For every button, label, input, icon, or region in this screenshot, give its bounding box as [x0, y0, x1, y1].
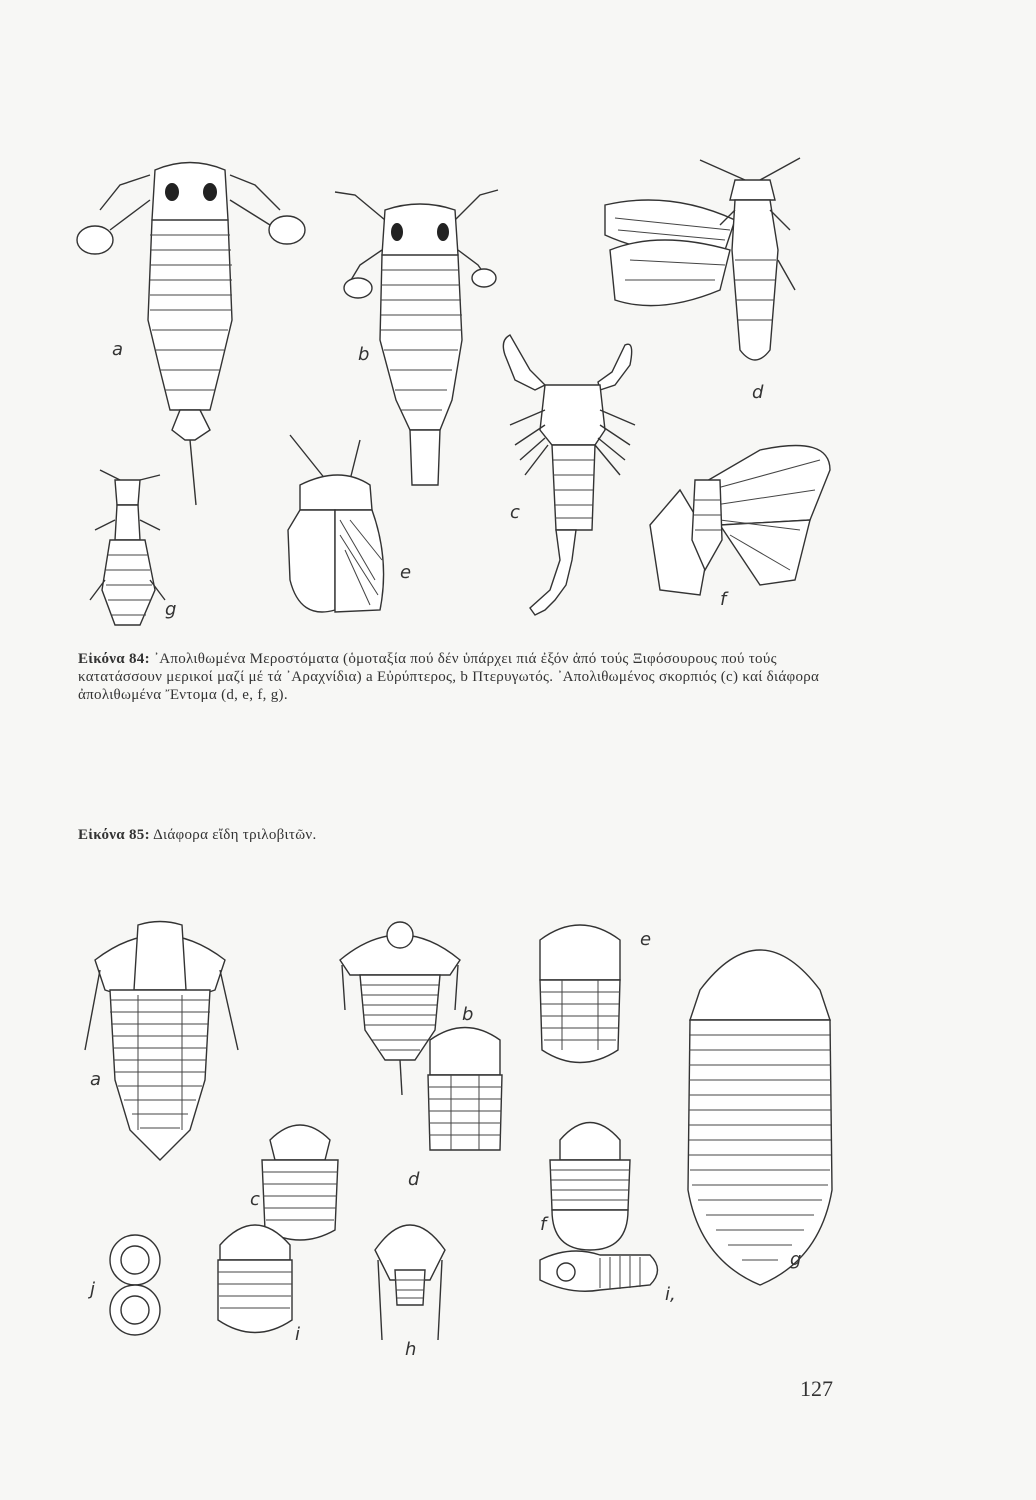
letter-f: f: [720, 589, 727, 610]
letter-e: e: [400, 562, 412, 583]
trilobite-g-drawing: [688, 950, 832, 1285]
figure-85-caption: [78, 826, 848, 844]
trilobite-i1-drawing: [540, 1251, 658, 1291]
trilobite-j-drawing: [110, 1235, 160, 1335]
winged-insect-d-drawing: [605, 158, 800, 360]
figure-85-label: Εἰκόνα 85:: [78, 827, 150, 843]
letter-d: d: [752, 382, 764, 403]
letter-b: b: [358, 344, 370, 365]
fossil-scorpion-drawing: [503, 335, 635, 615]
letter-h: h: [405, 1339, 417, 1360]
letter-i1: i,: [665, 1284, 676, 1305]
figure-84-caption-text: ᾿Απολιθωμένα Μεροστόματα (ὁμοταξία πού δέν ὑπάρχει πιά ἐξόν ἀπό τούς Ξιφόσουρους πού τούς κατατάσσουν μερικοί μαζί μέ τά ᾿Αραχνίδια) a Εὐρύπτερος, b Πτερυγωτός. ᾿Απολιθωμένος σκορπιός (c) καί διάφορα ἀπολιθωμένα Ἔντομα (d, e, f, g).: [78, 651, 820, 703]
insect-g-drawing: [90, 470, 165, 625]
letter-b: b: [462, 1004, 474, 1025]
letter-j: j: [90, 1279, 96, 1300]
moth-f-drawing: [650, 446, 830, 596]
trilobite-h-drawing: [375, 1225, 445, 1340]
letter-c: c: [510, 502, 520, 523]
cockroach-e-drawing: [288, 435, 384, 612]
figure-84-label: Εἰκόνα 84:: [78, 651, 150, 667]
figure-84-illustration: [0, 140, 1036, 640]
letter-c: c: [250, 1189, 260, 1210]
trilobite-d-drawing: [428, 1028, 502, 1151]
figure-85-illustration: [0, 900, 1036, 1360]
trilobite-c-drawing: [262, 1125, 338, 1240]
letter-a: a: [112, 339, 124, 360]
figure-84-caption: [78, 650, 848, 704]
trilobite-i-drawing: [218, 1225, 292, 1333]
letter-i: i: [295, 1324, 301, 1345]
letter-g: g: [790, 1249, 802, 1270]
figure-85-caption-text: Διάφορα εἴδη τριλοβιτῶν.: [153, 827, 317, 843]
letter-g: g: [165, 599, 177, 620]
trilobite-f-drawing: [550, 1123, 630, 1251]
letter-e: e: [640, 929, 652, 950]
page-number: 127: [800, 1376, 833, 1401]
trilobite-e-drawing: [540, 925, 620, 1063]
trilobite-a-drawing: [85, 922, 238, 1161]
letter-f: f: [540, 1214, 547, 1235]
eurypterid-drawing: [77, 163, 305, 506]
letter-d: d: [408, 1169, 420, 1190]
letter-a: a: [90, 1069, 102, 1090]
